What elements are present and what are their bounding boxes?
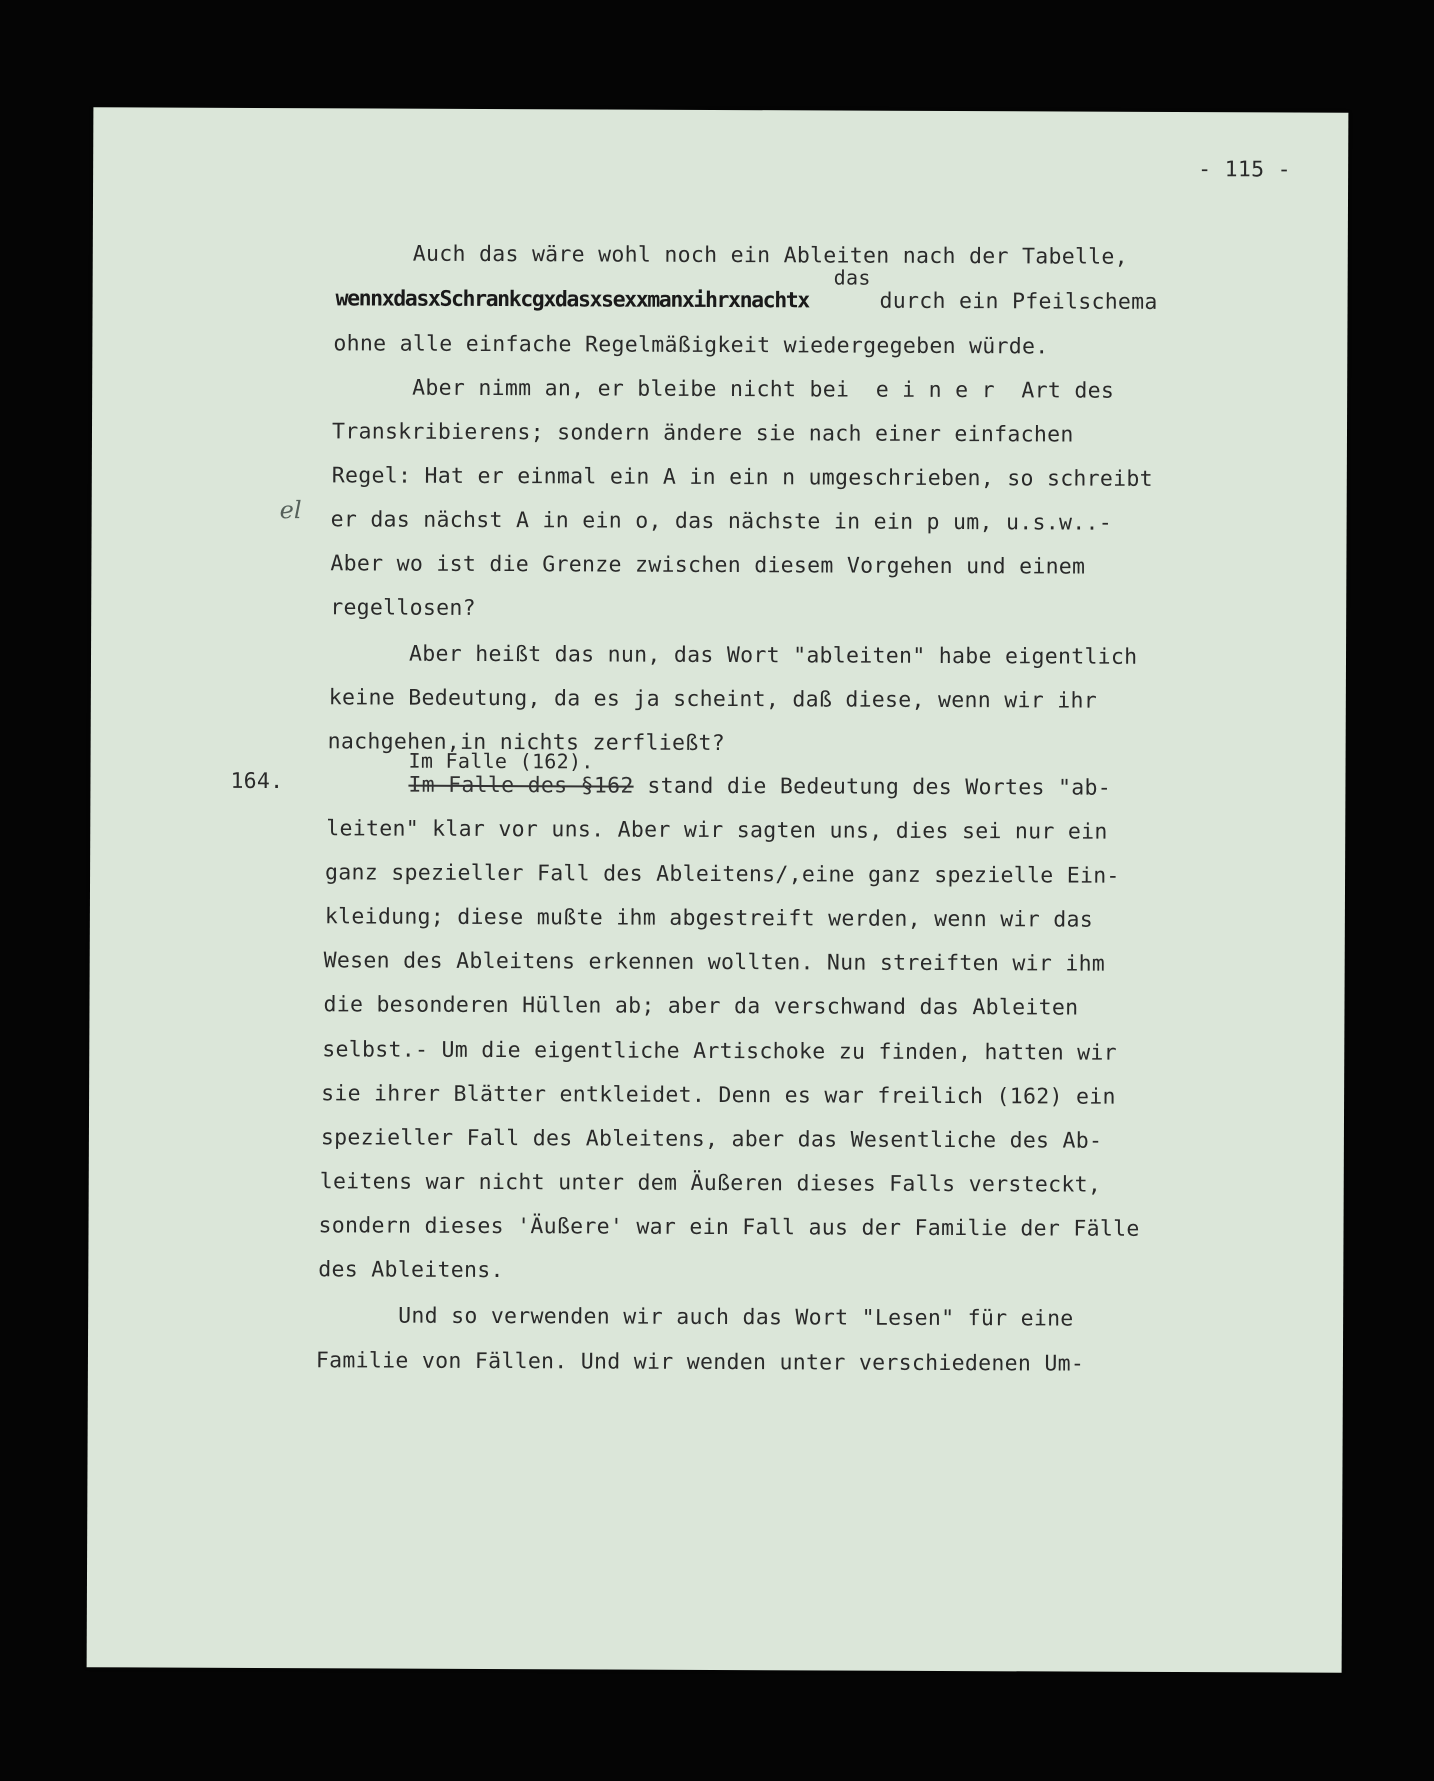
document-page bbox=[87, 107, 1349, 1672]
margin-note: el bbox=[279, 496, 302, 525]
page-number: - 115 - bbox=[1198, 157, 1291, 183]
text-line: nachgehen,in nichts zerfließt? bbox=[327, 729, 726, 757]
struck-out-text: wennxdasxSchrankcgxdasxsexxmanxihrxnachtx bbox=[335, 286, 809, 314]
text-line: Aber nimm an, er bleibe nicht bei e i n e r Art des bbox=[412, 375, 1115, 404]
text-line: Aber wo ist die Grenze zwischen diesem Vorgehen und einem bbox=[330, 551, 1086, 580]
text-line: kleidung; diese mußte ihm abgestreift werden, wenn wir das bbox=[324, 904, 1094, 933]
text-line: stand die Bedeutung des Wortes "ab- bbox=[647, 773, 1112, 801]
text-line: selbst.- Um die eigentliche Artischoke zu finden, hatten wir bbox=[322, 1037, 1118, 1066]
text-line: er das nächst A in ein o, das nächste in ein p um, u.s.w..- bbox=[330, 507, 1113, 536]
text-line: Transkribierens; sondern ändere sie nach einer einfachen bbox=[331, 419, 1074, 448]
text-line: regellosen? bbox=[330, 595, 476, 621]
text-line: ganz spezieller Fall des Ableitens/,eine ganz spezielle Ein- bbox=[325, 860, 1120, 889]
text-line: leiten" klar vor uns. Aber wir sagten uns, dies sei nur ein bbox=[326, 816, 1108, 845]
text-line: Auch das wäre wohl noch ein Ableiten nach der Tabelle, bbox=[412, 241, 1129, 270]
text-line: Familie von Fällen. Und wir wenden unter verschiedenen Um- bbox=[315, 1348, 1085, 1377]
text-line: sondern dieses 'Äußere' war ein Fall aus der Familie der Fälle bbox=[318, 1213, 1140, 1242]
text-line: ohne alle einfache Regelmäßigkeit wiedergegeben würde. bbox=[333, 331, 1049, 360]
inserted-text: Im Falle (162). bbox=[408, 748, 594, 774]
text-line: leitens war nicht unter dem Äußeren dieses Falls versteckt, bbox=[319, 1169, 1102, 1198]
text-line: Wesen des Ableitens erkennen wollten. Nun streiften wir ihm bbox=[323, 948, 1106, 977]
text-line: die besonderen Hüllen ab; aber da verschwand das Ableiten bbox=[323, 992, 1079, 1021]
text-line: Aber heißt das nun, das Wort "ableiten" habe eigentlich bbox=[408, 641, 1138, 670]
inserted-word: das bbox=[833, 265, 871, 290]
text-line: keine Bedeutung, da es ja scheint, daß diese, wenn wir ihr bbox=[328, 685, 1098, 714]
text-line: sie ihrer Blätter entkleidet. Denn es war freilich (162) ein bbox=[321, 1081, 1116, 1110]
text-line: Regel: Hat er einmal ein A in ein n umgeschrieben, so schreibt bbox=[331, 463, 1153, 492]
text-line: spezieller Fall des Ableitens, aber das Wesentliche des Ab- bbox=[320, 1125, 1103, 1154]
text-line: durch ein Pfeilschema bbox=[879, 288, 1158, 315]
struck-out-text: Im Falle des §162 bbox=[408, 772, 634, 799]
text-line: des Ableitens. bbox=[318, 1257, 504, 1284]
text-line: Und so verwenden wir auch das Wort "Lesen" für eine bbox=[398, 1303, 1074, 1332]
section-number: 164. bbox=[230, 768, 284, 795]
